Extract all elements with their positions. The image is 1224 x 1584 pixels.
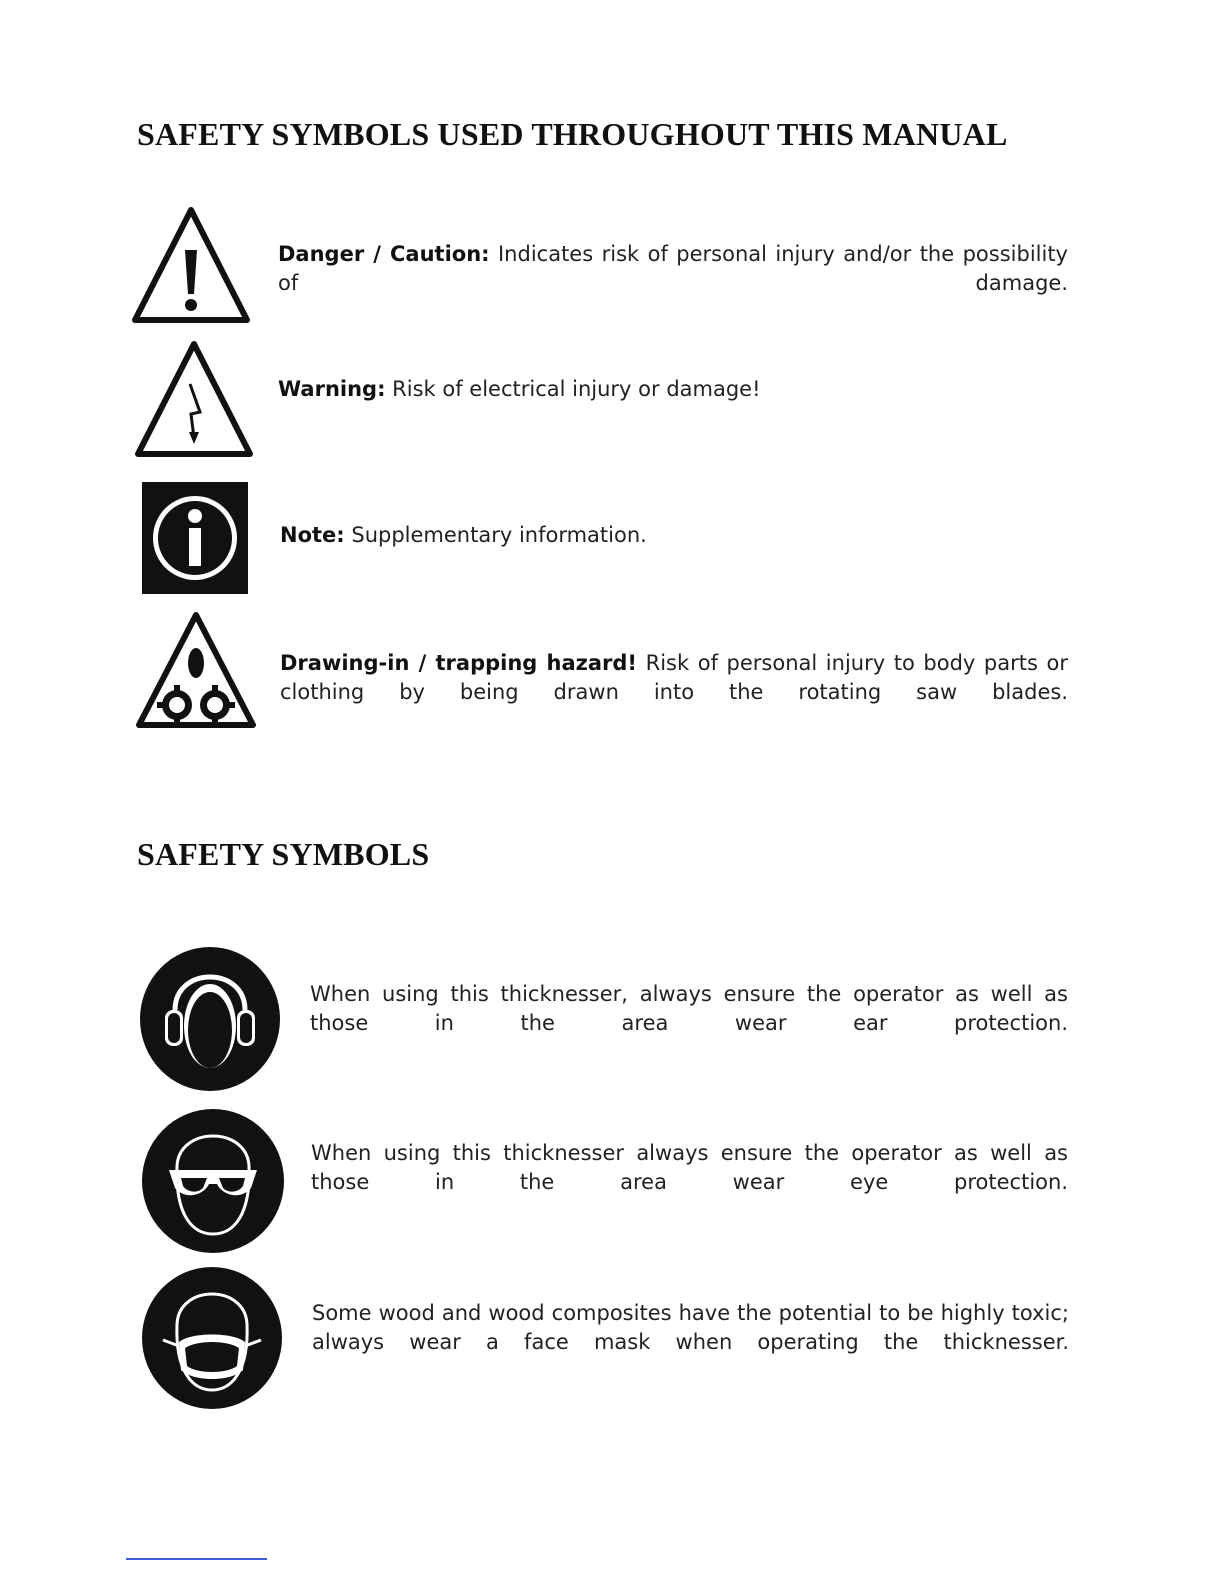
drawing-in-label: Drawing-in / trapping hazard!: [280, 651, 638, 675]
warning-triangle-exclamation-icon: [131, 204, 251, 326]
warning-label: Warning:: [278, 377, 386, 401]
face-mask-icon: [141, 1266, 283, 1410]
drawing-in-description: [280, 649, 1068, 736]
ear-protection-icon: [139, 946, 281, 1092]
warning-text: Risk of electrical injury or damage!: [392, 377, 761, 401]
note-description: [280, 521, 1070, 550]
info-icon: [142, 482, 248, 594]
face-mask-text: Some wood and wood composites have the potential to be highly toxic; always wear a face mask when operating the thicknesser.: [312, 1301, 1069, 1354]
section-title-safety-symbols: SAFETY SYMBOLS: [137, 836, 430, 872]
eye-protection-text: When using this thicknesser always ensure the operator as well as those in the area wear eye protection.: [311, 1141, 1068, 1194]
danger-caution-description: [278, 240, 1068, 327]
note-label: Note:: [280, 523, 345, 547]
drawing-in-text: Risk of personal injury to body parts or clothing by being drawn into the rotating saw blades.: [280, 651, 1068, 704]
eye-protection-icon: [141, 1108, 285, 1254]
danger-caution-text: Indicates risk of personal injury and/or the possibility of damage.: [278, 242, 1068, 295]
electrical-hazard-icon: [134, 338, 254, 460]
ear-protection-text: When using this thicknesser, always ensure the operator as well as those in the area wear ear protection.: [310, 982, 1068, 1035]
note-text: Supplementary information.: [351, 523, 647, 547]
section-title-symbols-used: SAFETY SYMBOLS USED THROUGHOUT THIS MANUAL: [137, 116, 1008, 152]
warning-description: [278, 375, 1068, 404]
drawing-in-hazard-icon: [133, 609, 259, 731]
footnote-rule: [126, 1558, 267, 1560]
danger-caution-label: Danger / Caution:: [278, 242, 490, 266]
